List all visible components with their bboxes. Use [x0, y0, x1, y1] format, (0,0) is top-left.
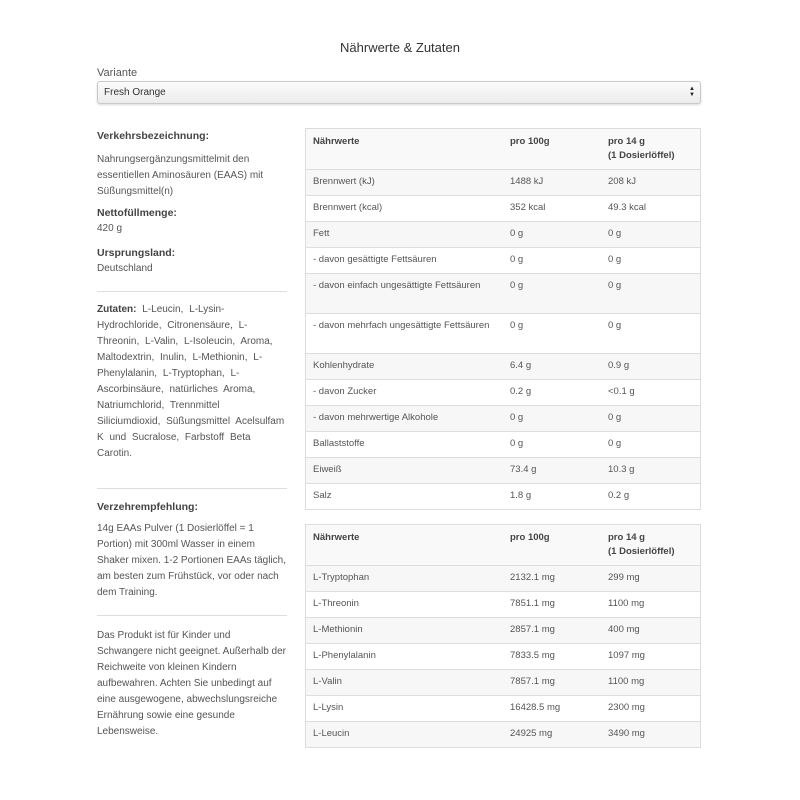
- ingredients-text: [97, 302, 287, 462]
- table-cell: - davon Zucker: [306, 380, 504, 406]
- table-cell: 0 g: [503, 222, 601, 248]
- table-cell: <0.1 g: [601, 380, 701, 406]
- table-row: [306, 314, 701, 354]
- table-row: [306, 458, 701, 484]
- table-row: [306, 170, 701, 196]
- table-cell: 0 g: [503, 406, 601, 432]
- table-row: [306, 592, 701, 618]
- table-row: [306, 644, 701, 670]
- amino-acid-table: [305, 524, 701, 748]
- ingredients-heading: Zutaten:: [97, 304, 137, 315]
- table-cell: - davon gesättigte Fettsäuren: [306, 248, 504, 274]
- table-cell: 1097 mg: [601, 644, 701, 670]
- divider: [97, 291, 287, 292]
- table-cell: 400 mg: [601, 618, 701, 644]
- warning-text: Das Produkt ist für Kinder und Schwangere nicht geeignet. Außerhalb der Reichweite von kleinen Kindern aufbewahren. Achten Sie unbedingt auf eine ausgewogene, abwechslungsreiche Ernährung sowie eine gesunde Lebensweise.: [97, 630, 287, 737]
- table-row: [306, 484, 701, 510]
- table-cell: Ballaststoffe: [306, 432, 504, 458]
- table-cell: 0 g: [503, 248, 601, 274]
- table-cell: L-Methionin: [306, 618, 504, 644]
- column-header: pro 100g: [503, 129, 601, 170]
- table-cell: 49.3 kcal: [601, 196, 701, 222]
- table-cell: - davon einfach ungesättigte Fettsäuren: [306, 274, 504, 314]
- table-row: [306, 274, 701, 314]
- table-cell: 1488 kJ: [503, 170, 601, 196]
- table-cell: 352 kcal: [503, 196, 601, 222]
- column-header: pro 14 g (1 Dosierlöffel): [601, 129, 701, 170]
- table-cell: 0 g: [601, 432, 701, 458]
- table-cell: - davon mehrfach ungesättigte Fettsäuren: [306, 314, 504, 354]
- page-title: Nährwerte & Zutaten: [340, 40, 460, 55]
- table-row: [306, 380, 701, 406]
- table-cell: 10.3 g: [601, 458, 701, 484]
- table-row: [306, 566, 701, 592]
- column-header: pro 100g: [503, 525, 601, 566]
- table-header-row: [306, 129, 701, 170]
- table-cell: Fett: [306, 222, 504, 248]
- table-cell: 0 g: [601, 248, 701, 274]
- usage-text: 14g EAAs Pulver (1 Dosierlöffel = 1 Portion) mit 300ml Wasser in einem Shaker mixen. 1-2 Portionen EAAs täglich, am besten zum Frühstück, vor oder nach dem Training.: [97, 523, 286, 598]
- ingredients-list: L-Leucin, L-Lysin-Hydrochloride, Citronensäure, L-Threonin, L-Valin, L-Isoleucin, Aroma, Maltodextrin, Inulin, L-Methionin, L-Phenylalanin, L-Tryptophan, L-Ascorbinsäure, natürliches Aroma, Natriumchlorid, Trennmittel Siliciumdioxid, Süßungsmittel Acelsulfam K und Sucralose, Farbstoff Beta Carotin.: [97, 304, 285, 459]
- origin-value: Deutschland: [97, 263, 153, 274]
- column-header: Nährwerte: [306, 129, 504, 170]
- table-header-row: [306, 525, 701, 566]
- table-row: [306, 722, 701, 748]
- table-row: [306, 432, 701, 458]
- table-cell: 2857.1 mg: [503, 618, 601, 644]
- table-row: [306, 406, 701, 432]
- table-cell: 0.2 g: [503, 380, 601, 406]
- table-cell: 1100 mg: [601, 670, 701, 696]
- table-cell: 24925 mg: [503, 722, 601, 748]
- divider: [97, 488, 287, 489]
- table-row: [306, 354, 701, 380]
- nutrition-table: [305, 128, 701, 510]
- table-cell: 6.4 g: [503, 354, 601, 380]
- table-cell: 0 g: [601, 222, 701, 248]
- table-cell: 1100 mg: [601, 592, 701, 618]
- table-cell: L-Tryptophan: [306, 566, 504, 592]
- usage-heading: Verzehrempfehlung:: [97, 501, 198, 513]
- column-header: Nährwerte: [306, 525, 504, 566]
- table-cell: L-Lysin: [306, 696, 504, 722]
- table-cell: 7857.1 mg: [503, 670, 601, 696]
- table-cell: Eiweiß: [306, 458, 504, 484]
- table-cell: 0.9 g: [601, 354, 701, 380]
- product-info-column: [97, 128, 287, 740]
- table-cell: 299 mg: [601, 566, 701, 592]
- table-cell: 2132.1 mg: [503, 566, 601, 592]
- table-cell: 73.4 g: [503, 458, 601, 484]
- table-row: [306, 248, 701, 274]
- table-cell: 7833.5 mg: [503, 644, 601, 670]
- net-quantity-heading: Nettofüllmenge:: [97, 207, 177, 219]
- table-cell: 0.2 g: [601, 484, 701, 510]
- table-cell: 0 g: [601, 274, 701, 314]
- origin-heading: Ursprungsland:: [97, 247, 176, 259]
- designation-text: Nahrungsergänzungsmittelmit den essentiellen Aminosäuren (EAAS) mit Süßungsmittel(n): [97, 154, 264, 197]
- table-cell: Brennwert (kcal): [306, 196, 504, 222]
- table-cell: 7851.1 mg: [503, 592, 601, 618]
- table-cell: 0 g: [601, 314, 701, 354]
- table-row: [306, 696, 701, 722]
- table-cell: - davon mehrwertige Alkohole: [306, 406, 504, 432]
- table-cell: Kohlenhydrate: [306, 354, 504, 380]
- table-cell: L-Threonin: [306, 592, 504, 618]
- table-row: [306, 196, 701, 222]
- table-cell: 0 g: [601, 406, 701, 432]
- table-cell: L-Leucin: [306, 722, 504, 748]
- table-cell: L-Valin: [306, 670, 504, 696]
- select-updown-icon: ▲ ▼: [689, 86, 695, 98]
- table-cell: Salz: [306, 484, 504, 510]
- net-quantity-value: 420 g: [97, 223, 123, 234]
- table-cell: L-Phenylalanin: [306, 644, 504, 670]
- table-row: [306, 670, 701, 696]
- table-cell: 208 kJ: [601, 170, 701, 196]
- table-cell: 2300 mg: [601, 696, 701, 722]
- table-cell: 3490 mg: [601, 722, 701, 748]
- variant-selected-value: Fresh Orange: [104, 87, 166, 98]
- table-cell: 0 g: [503, 274, 601, 314]
- variant-label: Variante: [97, 67, 138, 79]
- table-cell: 0 g: [503, 432, 601, 458]
- column-header: pro 14 g (1 Dosierlöffel): [601, 525, 701, 566]
- designation-heading: Verkehrsbezeichnung:: [97, 130, 210, 142]
- divider: [97, 615, 287, 616]
- table-cell: 1.8 g: [503, 484, 601, 510]
- table-cell: 16428.5 mg: [503, 696, 601, 722]
- table-row: [306, 222, 701, 248]
- table-row: [306, 618, 701, 644]
- table-cell: 0 g: [503, 314, 601, 354]
- variant-select[interactable]: [97, 81, 701, 104]
- table-cell: Brennwert (kJ): [306, 170, 504, 196]
